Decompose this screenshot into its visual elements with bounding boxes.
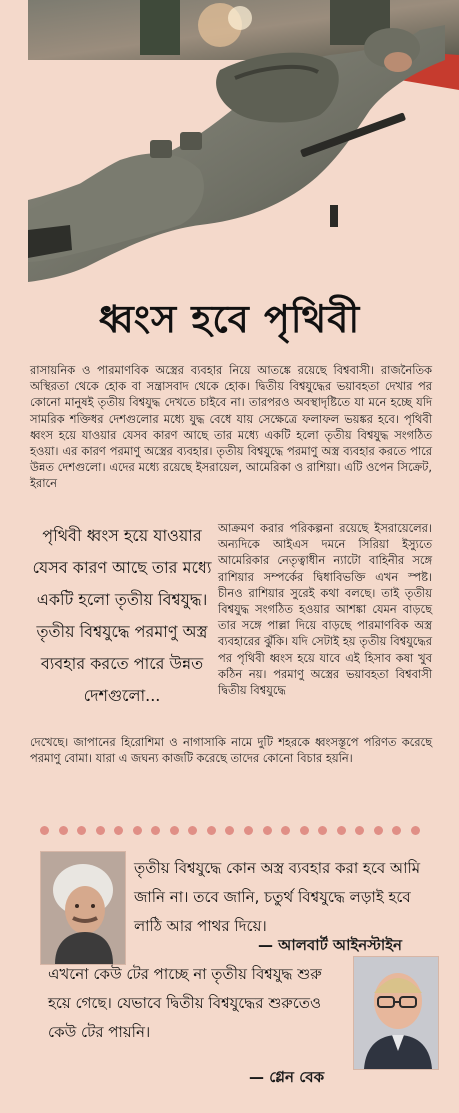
- divider-dot: [392, 826, 401, 835]
- divider-dot: [355, 826, 364, 835]
- pull-quote: পৃথিবী ধ্বংস হয়ে যাওয়ার যেসব কারণ আছে তার মধ্যে একটি হলো তৃতীয় বিশ্বযুদ্ধ। তৃতীয় বিশ্বযুদ্ধে পরমাণু অস্ত্র ব্যবহার করতে পারে উন্নত দেশগুলো...: [32, 526, 212, 705]
- glenn-beck-portrait: [353, 956, 439, 1070]
- divider-dot: [225, 826, 234, 835]
- dot-divider: [40, 826, 420, 838]
- divider-dot: [59, 826, 68, 835]
- paragraph-top: রাসায়নিক ও পারমাণবিক অস্ত্রের ব্যবহার নিয়ে আতঙ্কে রয়েছে বিশ্ববাসী। রাজনৈতিক অস্থিরতা থেকে হোক বা সন্ত্রাসবাদ থেকে হোক। দ্বিতীয় বিশ্বযুদ্ধের ভয়াবহতা দেখার পর কোনো মানুষই তৃতীয় বিশ্বযুদ্ধ দেখতে চাইবে না। তারপরও অবস্থাদৃষ্টিতে যা মনে হচ্ছে যদি সামরিক শক্তিধর দেশগুলোর মধ্যে যুদ্ধ বেধে যায় সেক্ষেত্রে ফলাফল ভয়ঙ্কর হবে। পৃথিবী ধ্বংস হয়ে যাওয়ার যেসব কারণ আছে তার মধ্যে একটি হলো তৃতীয় বিশ্বযুদ্ধ সংগঠিত হওয়া। এর কারণ পরমাণু অস্ত্রের ব্যবহার। তৃতীয় বিশ্বযুদ্ধে পরমাণু অস্ত্র ব্যবহার করতে পারে উন্নত দেশগুলো। এদের মধ্যে রয়েছে ইসরায়েল, আমেরিকা ও রাশিয়া। এটি ওপেন সিক্রেট, ইরানে: [30, 363, 432, 491]
- divider-dot: [77, 826, 86, 835]
- divider-dot: [337, 826, 346, 835]
- divider-dot: [96, 826, 105, 835]
- divider-dot: [133, 826, 142, 835]
- divider-dot: [318, 826, 327, 835]
- einstein-portrait: [40, 851, 126, 965]
- divider-dot: [151, 826, 160, 835]
- soldier-illustration: [0, 0, 459, 285]
- einstein-quote: তৃতীয় বিশ্বযুদ্ধে কোন অস্ত্র ব্যবহার করা হবে আমি জানি না। তবে জানি, চতুর্থ বিশ্বযুদ্ধে লড়াই হবে লাঠি আর পাথর দিয়ে।: [134, 859, 421, 935]
- divider-dot: [281, 826, 290, 835]
- paragraph-right: আক্রমণ করার পরিকল্পনা রয়েছে ইসরায়েলের। অন্যদিকে আইএস দমনে সিরিয়া ইস্যুতে আমেরিকার নেতৃত্বাধীন ন্যাটো বাহিনীর সঙ্গে রাশিয়ার সম্পর্কের দ্বিধাবিভক্তি এখন স্পষ্ট। চীনও রাশিয়ার সুরেই কথা বলছে। তাই তৃতীয় বিশ্বযুদ্ধ সংগঠিত হওয়ার আশঙ্কা যেমন বাড়ছে তার সঙ্গে পাল্লা দিয়ে বাড়ছে পারমাণবিক অস্ত্র ব্যবহারের ঝুঁকি। যদি সেটাই হয় তৃতীয় বিশ্বযুদ্ধের পর পৃথিবী ধ্বংস হয়ে যাবে এই হিসাব কষা খুব কঠিন নয়। পরমাণু অস্ত্রের ভয়াবহতা বিশ্ববাসী দ্বিতীয় বিশ্বযুদ্ধে: [218, 521, 432, 698]
- einstein-attribution: — আলবার্ট আইনস্টাইন: [258, 936, 402, 954]
- divider-dot: [207, 826, 216, 835]
- divider-dot: [263, 826, 272, 835]
- divider-dot: [114, 826, 123, 835]
- divider-dot: [244, 826, 253, 835]
- divider-dot: [40, 826, 49, 835]
- beck-attribution: — গ্লেন বেক: [249, 1068, 325, 1086]
- divider-dot: [411, 826, 420, 835]
- hero-image: [0, 0, 459, 285]
- divider-dot: [374, 826, 383, 835]
- beck-quote: এখনো কেউ টের পাচ্ছে না তৃতীয় বিশ্বযুদ্ধ শুরু হয়ে গেছে। যেভাবে দ্বিতীয় বিশ্বযুদ্ধের শুরুতেও কেউ টের পায়নি।: [48, 965, 322, 1041]
- divider-dot: [188, 826, 197, 835]
- paragraph-bottom: দেখেছে। জাপানের হিরোশিমা ও নাগাসাকি নামে দুটি শহরকে ধ্বংসস্তূপে পরিণত করেছে পরমাণু বোমা। যারা এ জঘন্য কাজটি করেছে তাদের কোনো বিচার হয়নি।: [30, 735, 432, 766]
- divider-dot: [170, 826, 179, 835]
- article-title: ধ্বংস হবে পৃথিবী: [98, 296, 361, 341]
- divider-dot: [300, 826, 309, 835]
